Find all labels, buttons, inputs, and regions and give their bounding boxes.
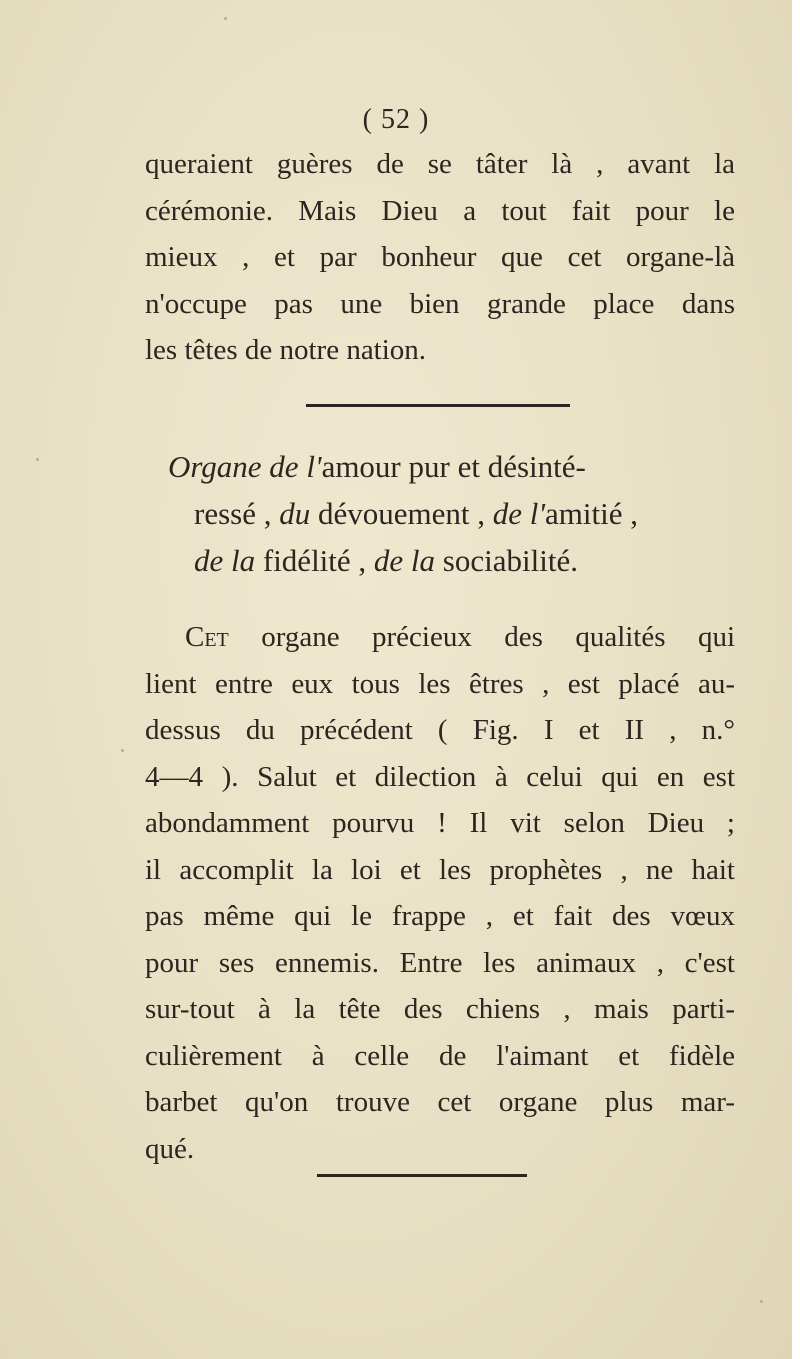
paragraph-2-line: pas même qui le frappe , et fait des vœux — [145, 900, 735, 932]
paragraph-2-line: sur-tout à la tête des chiens , mais parti- — [145, 993, 735, 1025]
scan-margin — [792, 0, 800, 1359]
paragraph-1 — [145, 141, 735, 374]
paper-speck — [36, 458, 39, 461]
paragraph-2-line: il accomplit la loi et les prophètes , ne hait — [145, 853, 735, 886]
heading-italic: de la — [194, 543, 263, 578]
section-divider-bottom — [317, 1174, 527, 1177]
paragraph-2-line: qué. — [145, 1132, 195, 1165]
heading-roman: ressé , — [194, 496, 272, 531]
paragraph-1-line: cérémonie. Mais Dieu a tout fait pour le — [145, 194, 735, 227]
section-heading-line-1 — [168, 443, 768, 490]
heading-italic: de la — [366, 543, 443, 578]
section-heading-line-3 — [168, 537, 768, 584]
paragraph-1-line: mieux , et par bonheur que cet organe-là — [145, 241, 735, 273]
paragraph-1-line: queraient guères de se tâter là , avant la — [145, 148, 735, 180]
paragraph-2-line: abondamment pourvu ! Il vit selon Dieu ; — [145, 807, 735, 839]
paragraph-2-line: dessus du précédent ( Fig. I et II , n.° — [145, 714, 735, 746]
paragraph-2-line: barbet qu'on trouve cet organe plus mar- — [145, 1086, 735, 1118]
paragraph-2-line: culièrement à celle de l'aimant et fidèle — [145, 1039, 735, 1072]
paper-speck — [121, 749, 124, 752]
section-divider-top — [306, 404, 570, 407]
heading-italic: de l' — [485, 496, 546, 531]
paragraph-2-line: 4—4 ). Salut et dilection à celui qui en est — [145, 760, 735, 793]
paragraph-2 — [145, 614, 735, 1172]
paragraph-2-lead: Cet — [185, 621, 229, 653]
paper-speck — [760, 1300, 763, 1303]
heading-italic: du — [271, 496, 318, 531]
heading-italic: Organe de l' — [168, 449, 322, 484]
heading-roman: fidélité , — [262, 543, 367, 578]
paragraph-1-line: les têtes de notre nation. — [145, 334, 427, 366]
heading-roman: dévouement , — [317, 496, 485, 531]
paragraph-1-line: n'occupe pas une bien grande place dans — [145, 287, 735, 320]
section-heading — [168, 443, 768, 584]
paragraph-2-line: pour ses ennemis. Entre les animaux , c'est — [145, 946, 735, 979]
heading-roman: amour pur et désinté- — [321, 449, 586, 484]
heading-roman: amitié , — [545, 496, 638, 531]
paragraph-2-line-text: organe précieux des qualités qui — [228, 621, 735, 653]
paragraph-2-line — [145, 614, 735, 661]
section-heading-line-2 — [168, 490, 768, 537]
page-number: ( 52 ) — [362, 104, 430, 135]
paper-speck — [224, 17, 227, 20]
heading-roman: sociabilité. — [442, 543, 578, 578]
paragraph-2-line: lient entre eux tous les êtres , est placé au- — [145, 667, 735, 700]
